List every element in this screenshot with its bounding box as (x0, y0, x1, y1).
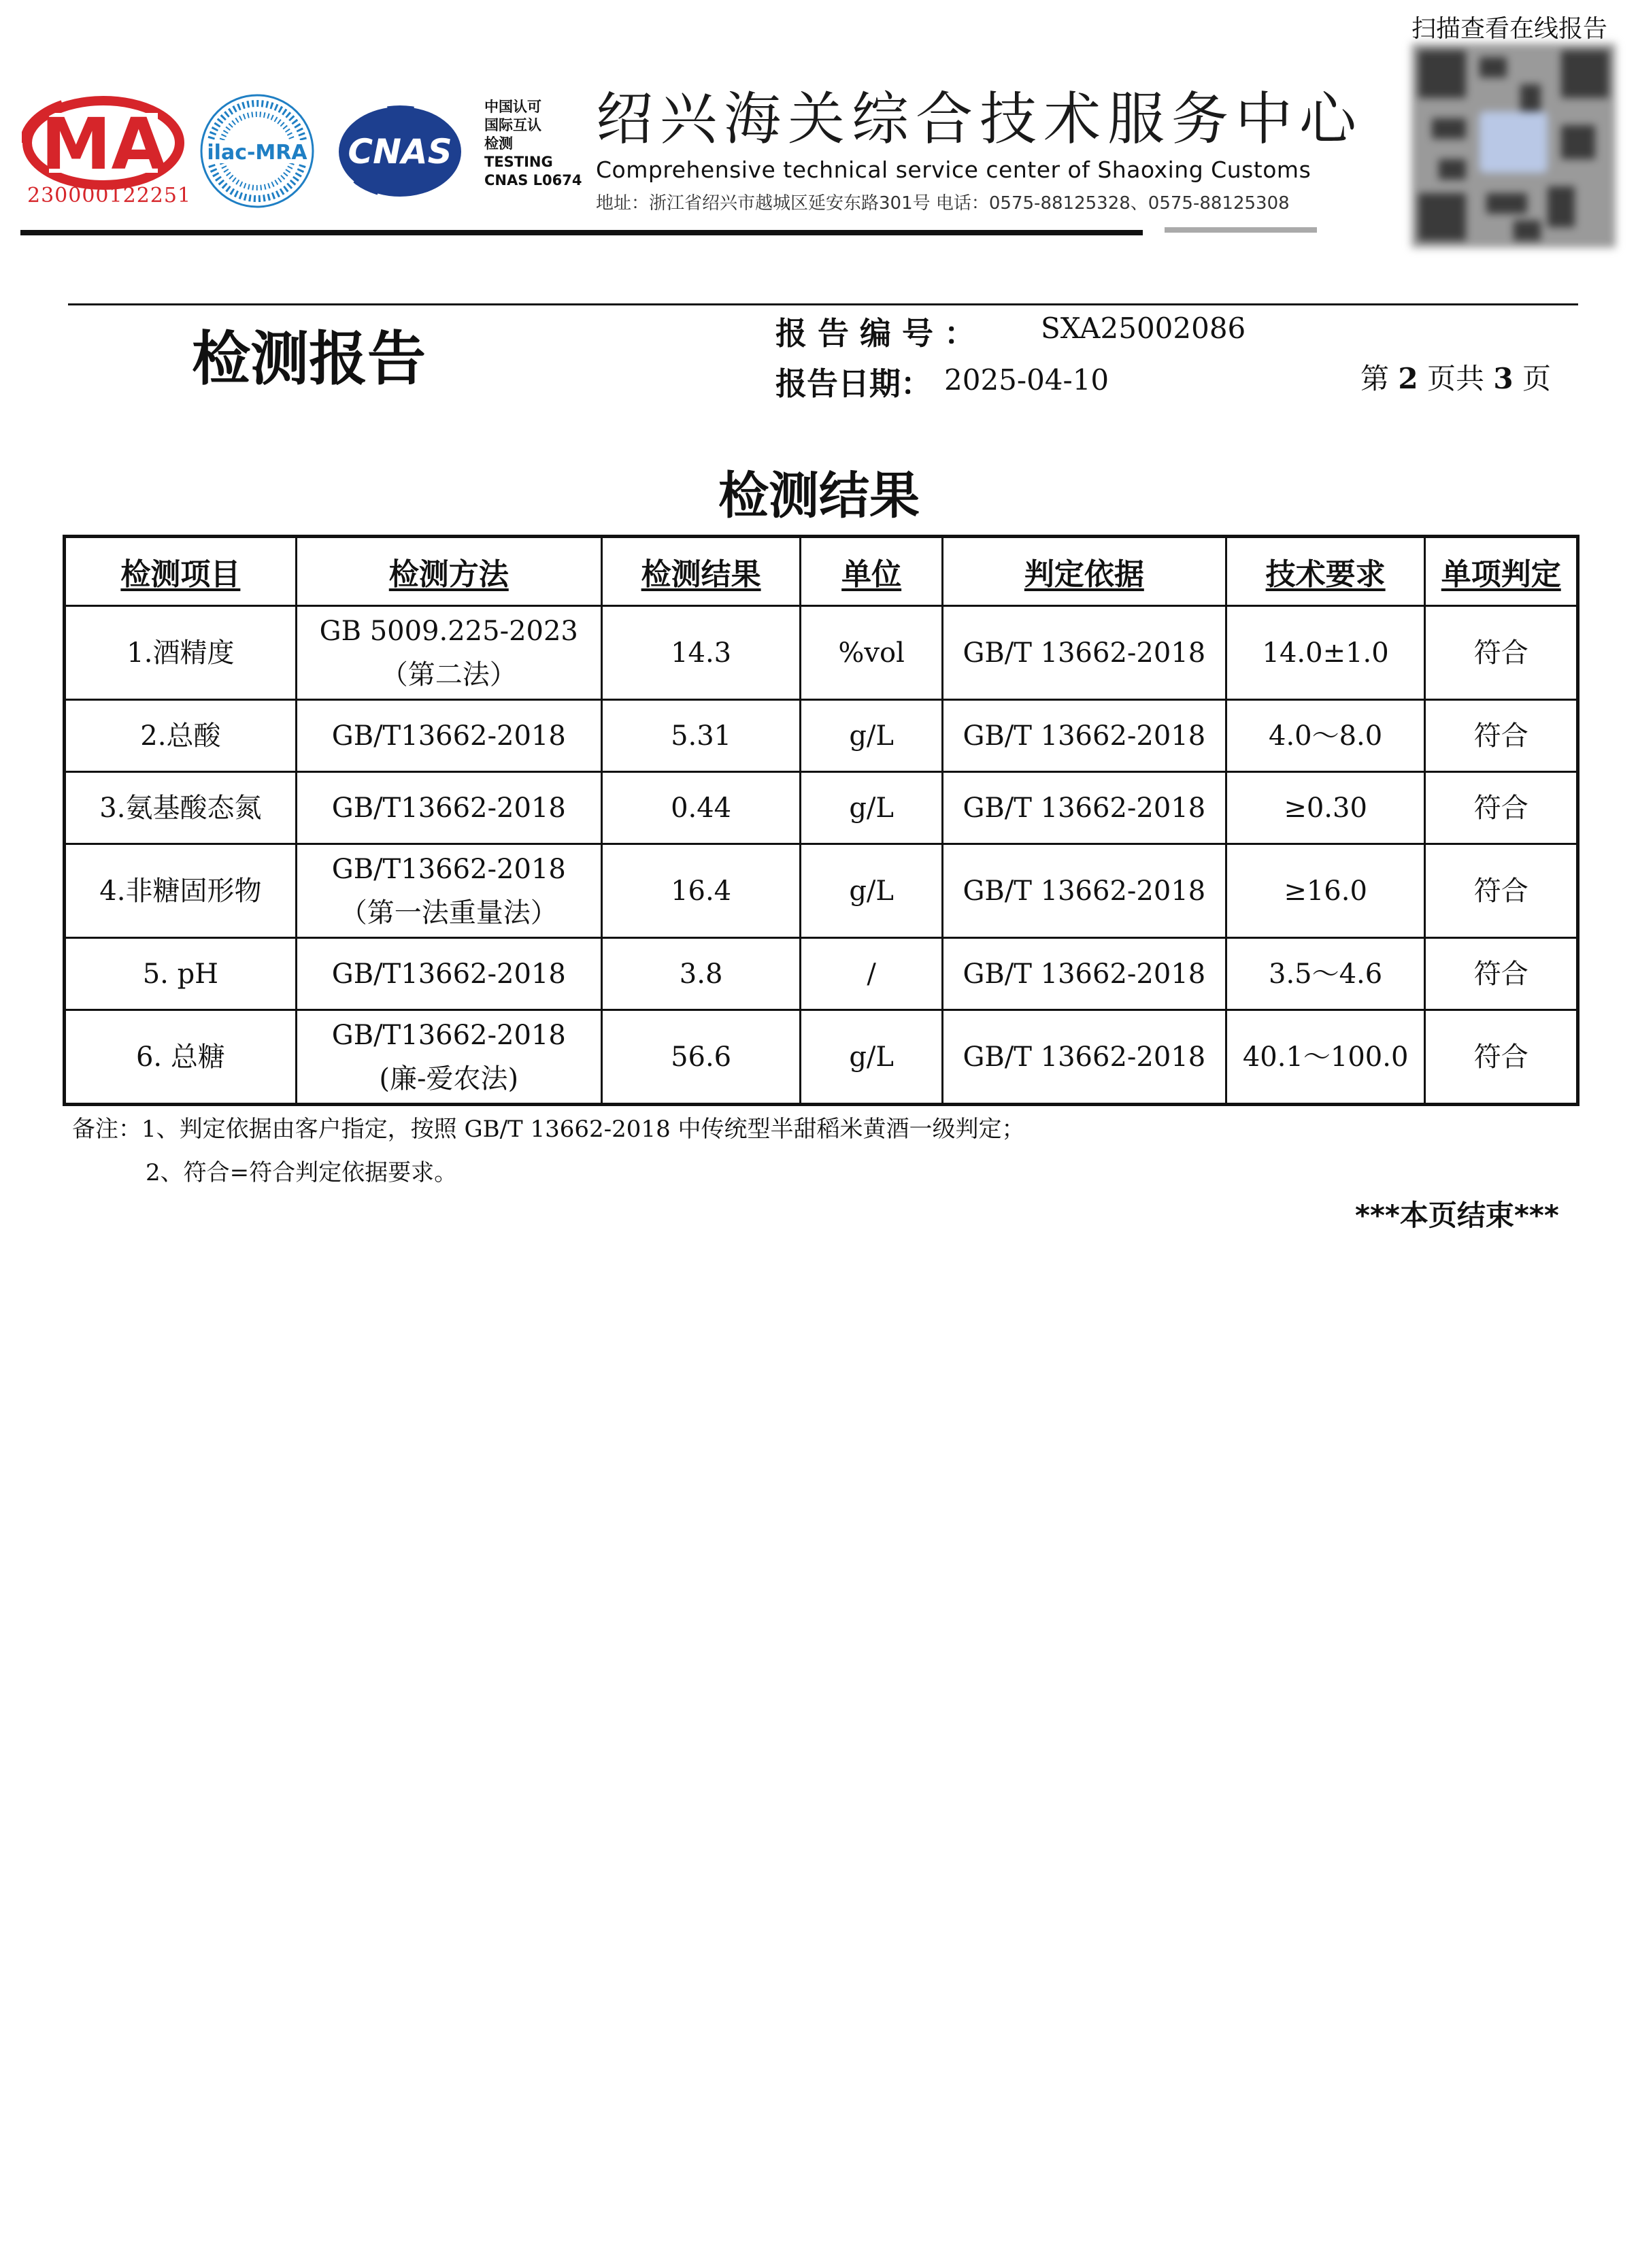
cell-item: 3.氨基酸态氮 (65, 772, 297, 844)
table-row (65, 700, 1578, 772)
cell-item: 4.非糖固形物 (65, 844, 297, 938)
qr-caption: 扫描查看在线报告 (1411, 15, 1608, 43)
cell-method (296, 1010, 601, 1105)
cnas-logo (333, 101, 467, 203)
results-table (63, 535, 1580, 1106)
cell-result: 16.4 (601, 844, 801, 938)
cell-result: 3.8 (601, 938, 801, 1010)
cell-basis: GB/T 13662-2018 (942, 938, 1226, 1010)
cell-item: 1.酒精度 (65, 606, 297, 700)
cell-requirement: ≥16.0 (1226, 844, 1425, 938)
column-header: 检测方法 (296, 537, 601, 606)
cell-verdict: 符合 (1425, 700, 1578, 772)
cell-verdict: 符合 (1425, 938, 1578, 1010)
ilac-mra-logo (199, 93, 316, 210)
column-header: 单项判定 (1425, 537, 1578, 606)
cell-item: 6. 总糖 (65, 1010, 297, 1105)
table-row (65, 606, 1578, 700)
cnas-accreditation (484, 98, 582, 190)
cell-basis: GB/T 13662-2018 (942, 1010, 1226, 1105)
org-name-en: Comprehensive technical service center of Shaoxing Customs (596, 156, 1311, 183)
cell-verdict: 符合 (1425, 844, 1578, 938)
cell-result: 14.3 (601, 606, 801, 700)
cell-basis: GB/T 13662-2018 (942, 772, 1226, 844)
cell-unit: %vol (801, 606, 942, 700)
cnas-side-line: 国际互认 (484, 117, 541, 133)
cell-result: 5.31 (601, 700, 801, 772)
cell-unit: g/L (801, 1010, 942, 1105)
method-line: GB/T13662-2018 (331, 1019, 566, 1051)
note-line: 2、符合=符合判定依据要求。 (146, 1159, 458, 1186)
page-suffix: 页 (1522, 362, 1551, 395)
cell-item: 2.总酸 (65, 700, 297, 772)
cell-requirement: 14.0±1.0 (1226, 606, 1425, 700)
column-header: 检测结果 (601, 537, 801, 606)
header-divider (20, 230, 1143, 235)
cell-verdict: 符合 (1425, 1010, 1578, 1105)
table-row (65, 772, 1578, 844)
page-indicator (1360, 356, 1551, 397)
report-number: SXA25002086 (1041, 312, 1246, 345)
cell-method: GB/T13662-2018 (296, 700, 601, 772)
report-number-label: 报 告 编 号 ： (775, 315, 976, 352)
cnas-side-line: 检测 (484, 135, 513, 152)
cell-method (296, 844, 601, 938)
cell-basis: GB/T 13662-2018 (942, 700, 1226, 772)
column-header: 检测项目 (65, 537, 297, 606)
org-address: 地址：浙江省绍兴市越城区延安东路301号 电话：0575-88125328、0575-88125308 (596, 193, 1290, 214)
table-row (65, 938, 1578, 1010)
cell-unit: / (801, 938, 942, 1010)
cell-requirement: 4.0～8.0 (1226, 700, 1425, 772)
column-header: 判定依据 (942, 537, 1226, 606)
method-line: (廉-爱农法) (379, 1063, 519, 1095)
page-end-marker: ***本页结束*** (1355, 1199, 1559, 1232)
page-total: 3 (1493, 362, 1514, 395)
page-prefix: 第 (1360, 362, 1390, 395)
notes (72, 1107, 1025, 1195)
method-line: GB 5009.225-2023 (319, 615, 578, 647)
cell-method: GB/T13662-2018 (296, 772, 601, 844)
qr-code[interactable] (1411, 44, 1616, 248)
cnas-logo-text: CNAS (348, 132, 452, 171)
method-line: （第一法重量法） (339, 897, 558, 929)
note-line: 备注：1、判定依据由客户指定，按照 GB/T 13662-2018 中传统型半甜稻米黄酒一级判定； (72, 1116, 1025, 1143)
cell-item: 5. pH (65, 938, 297, 1010)
page-middle: 页共 (1426, 362, 1484, 395)
page-current: 2 (1398, 362, 1418, 395)
method-line: GB/T13662-2018 (331, 853, 566, 885)
column-header: 单位 (801, 537, 942, 606)
cell-method: GB/T13662-2018 (296, 938, 601, 1010)
cma-logo-text: MA (41, 103, 166, 186)
report-date: 2025-04-10 (944, 363, 1109, 397)
cell-unit: g/L (801, 700, 942, 772)
cell-basis: GB/T 13662-2018 (942, 606, 1226, 700)
title-divider (68, 303, 1578, 305)
cma-number: 230000122251 (27, 184, 192, 207)
cell-result: 0.44 (601, 772, 801, 844)
section-title: 检测结果 (718, 467, 920, 525)
report-date-label: 报告日期： (775, 365, 932, 402)
cell-verdict: 符合 (1425, 772, 1578, 844)
cnas-side-line: CNAS L0674 (484, 172, 582, 188)
header-divider-accent (1165, 227, 1317, 233)
cell-basis: GB/T 13662-2018 (942, 844, 1226, 938)
cell-requirement: 40.1～100.0 (1226, 1010, 1425, 1105)
column-header: 技术要求 (1226, 537, 1425, 606)
method-line: （第二法） (380, 658, 517, 690)
cell-requirement: ≥0.30 (1226, 772, 1425, 844)
table-row (65, 1010, 1578, 1105)
cell-method (296, 606, 601, 700)
report-title: 检测报告 (192, 325, 426, 393)
cell-unit: g/L (801, 772, 942, 844)
cell-unit: g/L (801, 844, 942, 938)
cell-result: 56.6 (601, 1010, 801, 1105)
org-name-cn: 绍兴海关综合技术服务中心 (596, 86, 1364, 152)
table-row (65, 844, 1578, 938)
table-header-row (65, 537, 1578, 606)
cnas-side-line: 中国认可 (484, 99, 541, 115)
cell-requirement: 3.5～4.6 (1226, 938, 1425, 1010)
ilac-logo-text: ilac-MRA (207, 141, 307, 165)
cell-verdict: 符合 (1425, 606, 1578, 700)
cnas-side-line: TESTING (484, 154, 553, 170)
